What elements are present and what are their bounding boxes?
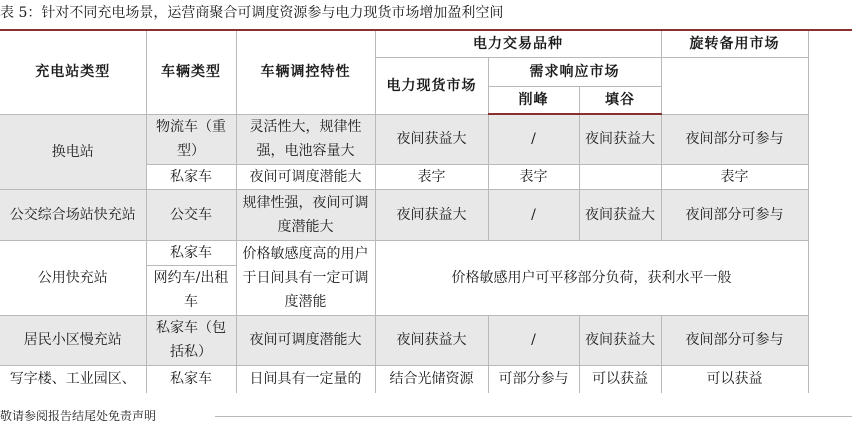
footer-divider: [215, 416, 852, 417]
cell-office-peak: 可部分参与: [488, 365, 579, 393]
cell-private-control: 夜间可调度潜能大: [236, 164, 375, 189]
cell-residential-reserve: 夜间部分可参与: [661, 315, 808, 365]
cell-residential-spot: 夜间获益大: [375, 315, 488, 365]
header-spot-market: 电力现货市场: [375, 57, 488, 114]
cell-public-control: 价格敏感度高的用户于日间具有一定可调度潜能: [236, 240, 375, 315]
cell-swap-station: 换电站: [0, 114, 146, 189]
cell-office-spot: 结合光储资源: [375, 365, 488, 393]
header-station-type: 充电站类型: [0, 30, 146, 114]
cell-logistics-reserve: 夜间部分可参与: [661, 114, 808, 164]
cell-bus-peak: /: [488, 189, 579, 240]
cell-private-vehicle: 私家车: [146, 164, 236, 189]
cell-private-reserve: 表字: [661, 164, 808, 189]
disclaimer-text: 敬请参阅报告结尾处免责声明: [0, 410, 157, 421]
header-power-trading: 电力交易品种: [375, 30, 661, 57]
header-peak-shaving: 削峰: [488, 86, 579, 114]
cell-bus-valley: 夜间获益大: [579, 189, 661, 240]
cell-bus-control: 规律性强，夜间可调度潜能大: [236, 189, 375, 240]
header-demand-response: 需求响应市场: [488, 57, 661, 86]
right-margin: [808, 30, 852, 365]
cell-public-vehicle-2: 网约车/出租车: [146, 265, 236, 315]
table-row: [0, 240, 852, 265]
cell-logistics-control: 灵活性大，规律性强，电池容量大: [236, 114, 375, 164]
header-vehicle-control: 车辆调控特性: [236, 30, 375, 114]
cell-residential-peak: /: [488, 315, 579, 365]
cell-logistics-peak: /: [488, 114, 579, 164]
cell-office-reserve: 可以获益: [661, 365, 808, 393]
disclaimer-footer: [0, 410, 852, 421]
cell-office-control: 日间具有一定量的: [236, 365, 375, 393]
cell-public-vehicle-1: 私家车: [146, 240, 236, 265]
cell-bus-vehicle: 公交车: [146, 189, 236, 240]
table-row: [0, 189, 852, 240]
header-spinning-reserve: 旋转备用市场: [661, 30, 808, 57]
cell-office-valley: 可以获益: [579, 365, 661, 393]
header-valley-filling: 填谷: [579, 86, 661, 114]
table-row: [0, 315, 852, 365]
cell-private-valley: [579, 164, 661, 189]
cell-private-spot: 表字: [375, 164, 488, 189]
cell-public-station: 公用快充站: [0, 240, 146, 315]
table-row: [0, 365, 852, 393]
cell-residential-vehicle: 私家车（包括私）: [146, 315, 236, 365]
cell-residential-station: 居民小区慢充站: [0, 315, 146, 365]
header-reserve-blank: [661, 57, 808, 114]
header-row-1: [0, 30, 852, 57]
cell-logistics-vehicle: 物流车（重型）: [146, 114, 236, 164]
cell-private-peak: 表字: [488, 164, 579, 189]
cell-office-vehicle: 私家车: [146, 365, 236, 393]
table-row: [0, 114, 852, 164]
cell-office-station: 写字楼、工业园区、: [0, 365, 146, 393]
header-vehicle-type: 车辆类型: [146, 30, 236, 114]
charging-scenario-table: [0, 29, 852, 393]
cell-bus-station: 公交综合场站快充站: [0, 189, 146, 240]
cell-bus-spot: 夜间获益大: [375, 189, 488, 240]
cell-residential-valley: 夜间获益大: [579, 315, 661, 365]
cell-bus-reserve: 夜间部分可参与: [661, 189, 808, 240]
cell-public-merged-note: 价格敏感用户可平移部分负荷，获利水平一般: [375, 240, 808, 315]
cell-logistics-valley: 夜间获益大: [579, 114, 661, 164]
cell-residential-control: 夜间可调度潜能大: [236, 315, 375, 365]
cell-logistics-spot: 夜间获益大: [375, 114, 488, 164]
table-caption: 表 5：针对不同充电场景，运营商聚合可调度资源参与电力现货市场增加盈利空间: [0, 5, 504, 21]
